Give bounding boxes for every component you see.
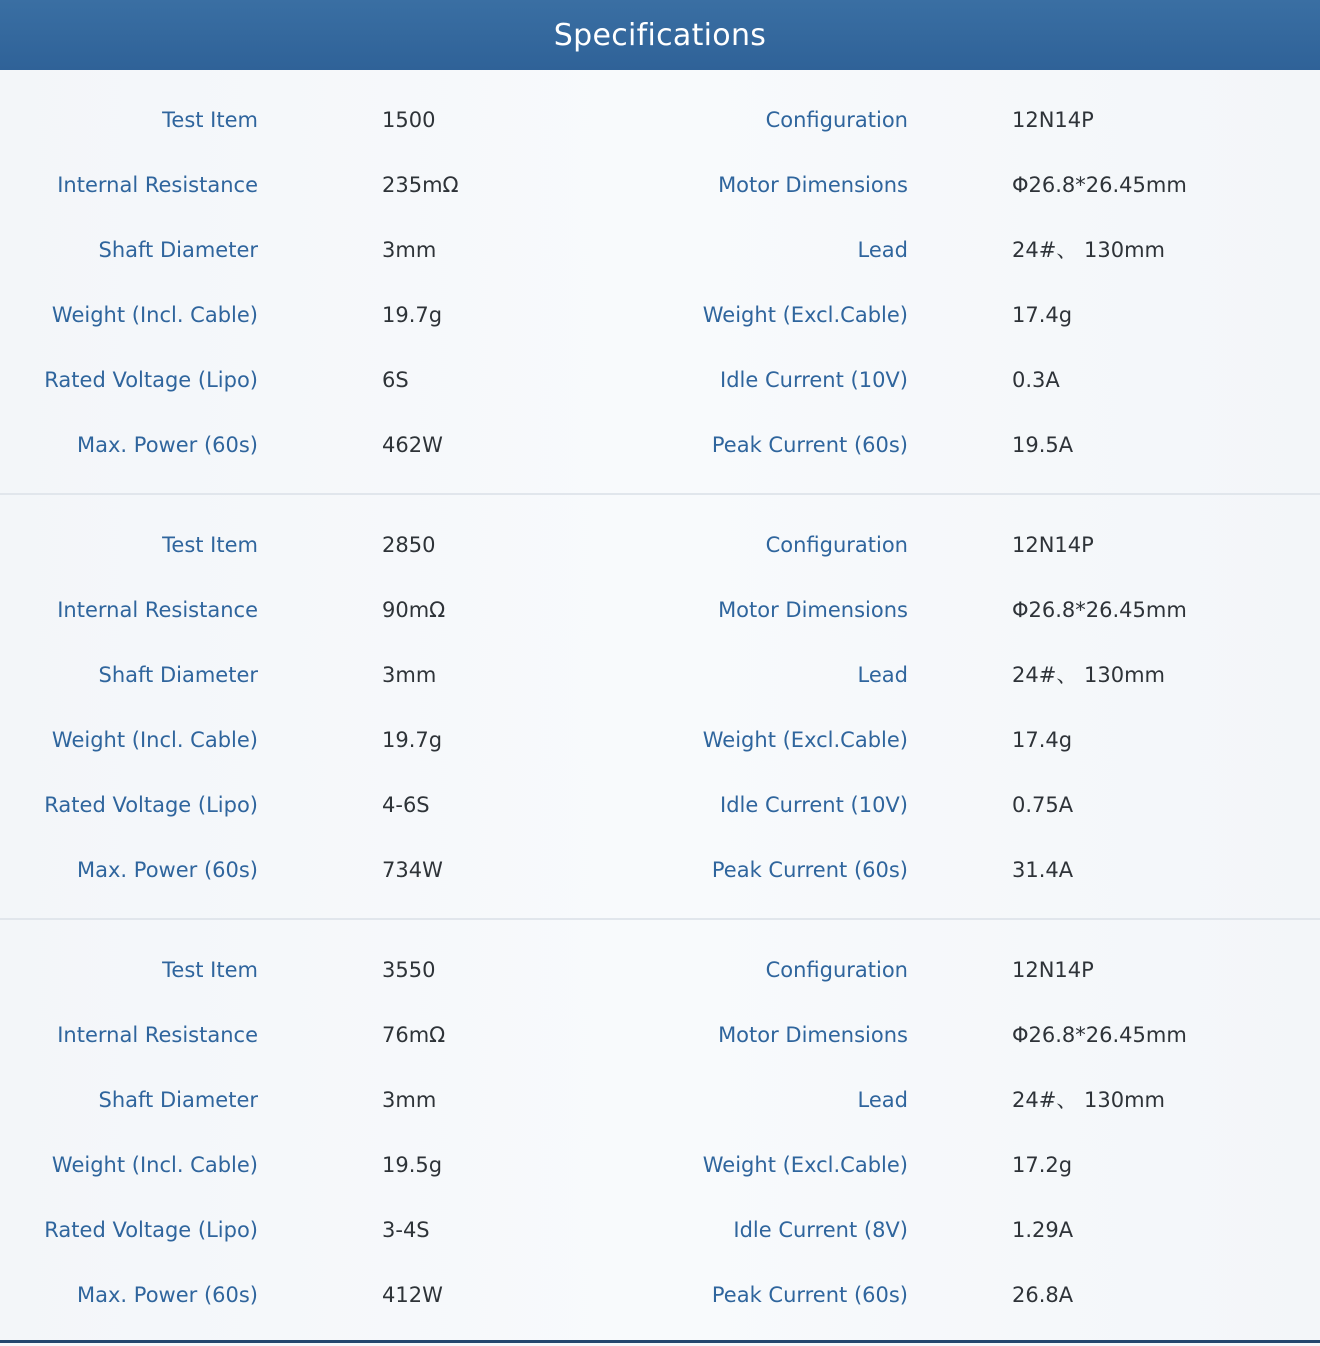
spec-label: Weight (Incl. Cable) [51,728,258,752]
spec-sections [0,70,1320,1343]
spec-label: Idle Current (10V) [720,793,908,817]
spec-value: 76mΩ [382,1023,446,1047]
spec-row [0,100,1320,140]
spec-label: Idle Current (10V) [720,368,908,392]
spec-value: 1500 [382,108,436,132]
spec-label: Max. Power (60s) [77,433,258,457]
spec-section-1500 [0,70,1320,495]
spec-label: Motor Dimensions [718,1023,908,1047]
spec-label: Shaft Diameter [98,663,258,687]
spec-value: 0.75A [1012,793,1074,817]
spec-value: 19.7g [382,728,443,752]
spec-row [0,295,1320,335]
spec-value: 0.3A [1012,368,1060,392]
spec-value: Φ26.8*26.45mm [1012,598,1187,622]
spec-section-3550 [0,920,1320,1343]
spec-label: Weight (Excl.Cable) [702,728,908,752]
spec-row [0,1210,1320,1250]
spec-row [0,720,1320,760]
spec-value: 24#、 130mm [1012,238,1165,262]
spec-label: Internal Resistance [57,598,258,622]
spec-label: Lead [857,663,908,687]
spec-label: Motor Dimensions [718,173,908,197]
spec-label: Configuration [765,533,908,557]
spec-label: Rated Voltage (Lipo) [44,368,258,392]
spec-section-2850 [0,495,1320,920]
spec-label: Rated Voltage (Lipo) [44,1218,258,1242]
spec-row [0,360,1320,400]
spec-label: Peak Current (60s) [711,858,908,882]
spec-value: 17.4g [1012,728,1073,752]
spec-row [0,1080,1320,1120]
spec-label: Rated Voltage (Lipo) [44,793,258,817]
spec-value: 3-4S [382,1218,430,1242]
spec-row [0,850,1320,890]
spec-label: Internal Resistance [57,1023,258,1047]
spec-label: Test Item [162,958,258,982]
spec-row [0,230,1320,270]
spec-row [0,950,1320,990]
spec-value: 6S [382,368,409,392]
spec-value: 24#、 130mm [1012,1088,1165,1112]
spec-row [0,425,1320,465]
spec-row [0,1015,1320,1055]
spec-value: Φ26.8*26.45mm [1012,1023,1187,1047]
spec-label: Lead [857,1088,908,1112]
spec-label: Shaft Diameter [98,1088,258,1112]
spec-label: Test Item [162,108,258,132]
spec-value: 462W [382,433,443,457]
spec-label: Motor Dimensions [718,598,908,622]
spec-value: 12N14P [1012,108,1094,132]
spec-value: 12N14P [1012,533,1094,557]
spec-value: 734W [382,858,443,882]
spec-value: 19.5A [1012,433,1074,457]
spec-label: Configuration [765,108,908,132]
spec-label: Weight (Excl.Cable) [702,1153,908,1177]
spec-row [0,1145,1320,1185]
spec-row [0,655,1320,695]
spec-value: 24#、 130mm [1012,663,1165,687]
spec-value: 17.4g [1012,303,1073,327]
spec-value: 235mΩ [382,173,459,197]
spec-label: Test Item [162,533,258,557]
spec-label: Weight (Incl. Cable) [51,1153,258,1177]
spec-row [0,525,1320,565]
spec-label: Peak Current (60s) [711,433,908,457]
spec-label: Idle Current (8V) [733,1218,908,1242]
spec-row [0,785,1320,825]
spec-value: 3mm [382,238,437,262]
spec-label: Configuration [765,958,908,982]
spec-label: Lead [857,238,908,262]
spec-row [0,1275,1320,1315]
spec-value: 19.7g [382,303,443,327]
spec-value: 12N14P [1012,958,1094,982]
spec-value: 90mΩ [382,598,446,622]
spec-value: 2850 [382,533,436,557]
spec-value: 17.2g [1012,1153,1073,1177]
spec-value: 3mm [382,1088,437,1112]
spec-value: 26.8A [1012,1283,1074,1307]
spec-label: Shaft Diameter [98,238,258,262]
spec-value: 3550 [382,958,436,982]
spec-label: Max. Power (60s) [77,858,258,882]
spec-value: 412W [382,1283,443,1307]
spec-row [0,165,1320,205]
spec-label: Weight (Excl.Cable) [702,303,908,327]
spec-label: Internal Resistance [57,173,258,197]
spec-value: Φ26.8*26.45mm [1012,173,1187,197]
spec-label: Peak Current (60s) [711,1283,908,1307]
spec-value: 1.29A [1012,1218,1074,1242]
spec-value: 4-6S [382,793,430,817]
spec-label: Max. Power (60s) [77,1283,258,1307]
spec-value: 3mm [382,663,437,687]
page-title: Specifications [553,17,767,53]
spec-row [0,590,1320,630]
spec-value: 19.5g [382,1153,443,1177]
specifications-header [0,0,1320,70]
spec-value: 31.4A [1012,858,1074,882]
spec-label: Weight (Incl. Cable) [51,303,258,327]
